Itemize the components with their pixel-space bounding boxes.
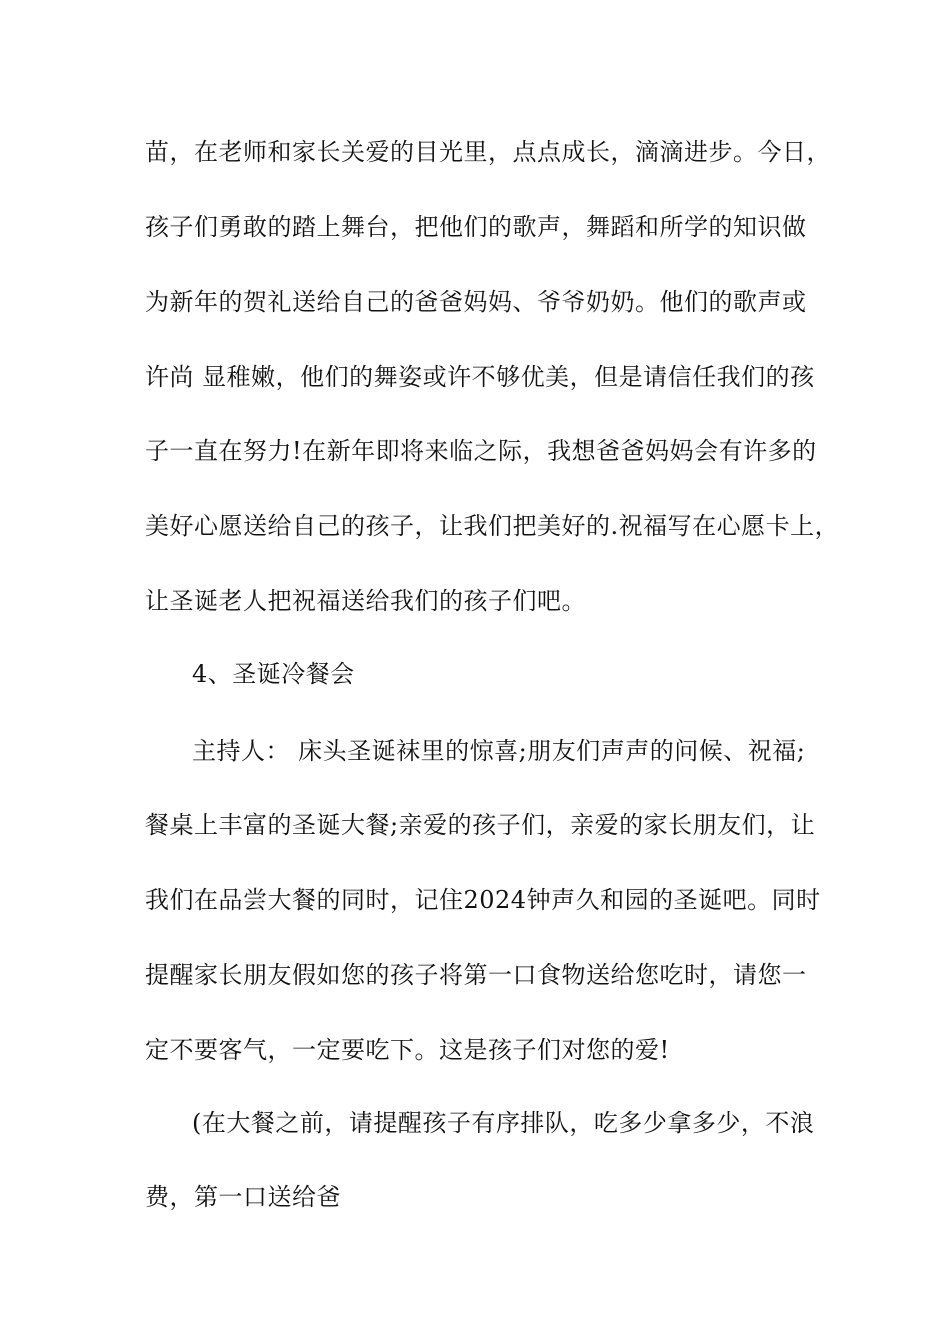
paragraph-line: 提醒家长朋友假如您的孩子将第一口食物送给您吃时，请您一	[145, 961, 807, 989]
paragraph-line: 许尚 显稚嫩，他们的舞姿或许不够优美，但是请信任我们的孩	[145, 363, 815, 391]
paragraph-line: 为新年的贺礼送给自己的爸爸妈妈、爷爷奶奶。他们的歌声或	[145, 288, 807, 316]
paragraph-line: (在大餐之前，请提醒孩子有序排队，吃多少拿多少，不浪	[192, 1109, 815, 1137]
paragraph-line: 我们在品尝大餐的同时，记住2024钟声久和园的圣诞吧。同时	[145, 886, 821, 914]
paragraph-line: 主持人： 床头圣诞袜里的惊喜;朋友们声声的问候、祝福;	[192, 737, 806, 765]
paragraph-line: 餐桌上丰富的圣诞大餐;亲爱的孩子们，亲爱的家长朋友们，让	[145, 811, 816, 839]
paragraph-line: 定不要客气，一定要吃下。这是孩子们对您的爱!	[145, 1036, 670, 1064]
paragraph-line: 美好心愿送给自己的孩子，让我们把美好的.祝福写在心愿卡上，	[145, 512, 840, 540]
paragraph-line: 苗，在老师和家长关爱的目光里，点点成长，滴滴进步。今日，	[145, 138, 831, 166]
paragraph-line: 子一直在努力!在新年即将来临之际，我想爸爸妈妈会有许多的	[145, 437, 817, 465]
paragraph-line: 让圣诞老人把祝福送给我们的孩子们吧。	[145, 587, 586, 615]
section-heading: 4、圣诞冷餐会	[192, 660, 355, 688]
paragraph-line: 费，第一口送给爸	[145, 1183, 341, 1211]
paragraph-line: 孩子们勇敢的踏上舞台，把他们的歌声，舞蹈和所学的知识做	[145, 213, 807, 241]
